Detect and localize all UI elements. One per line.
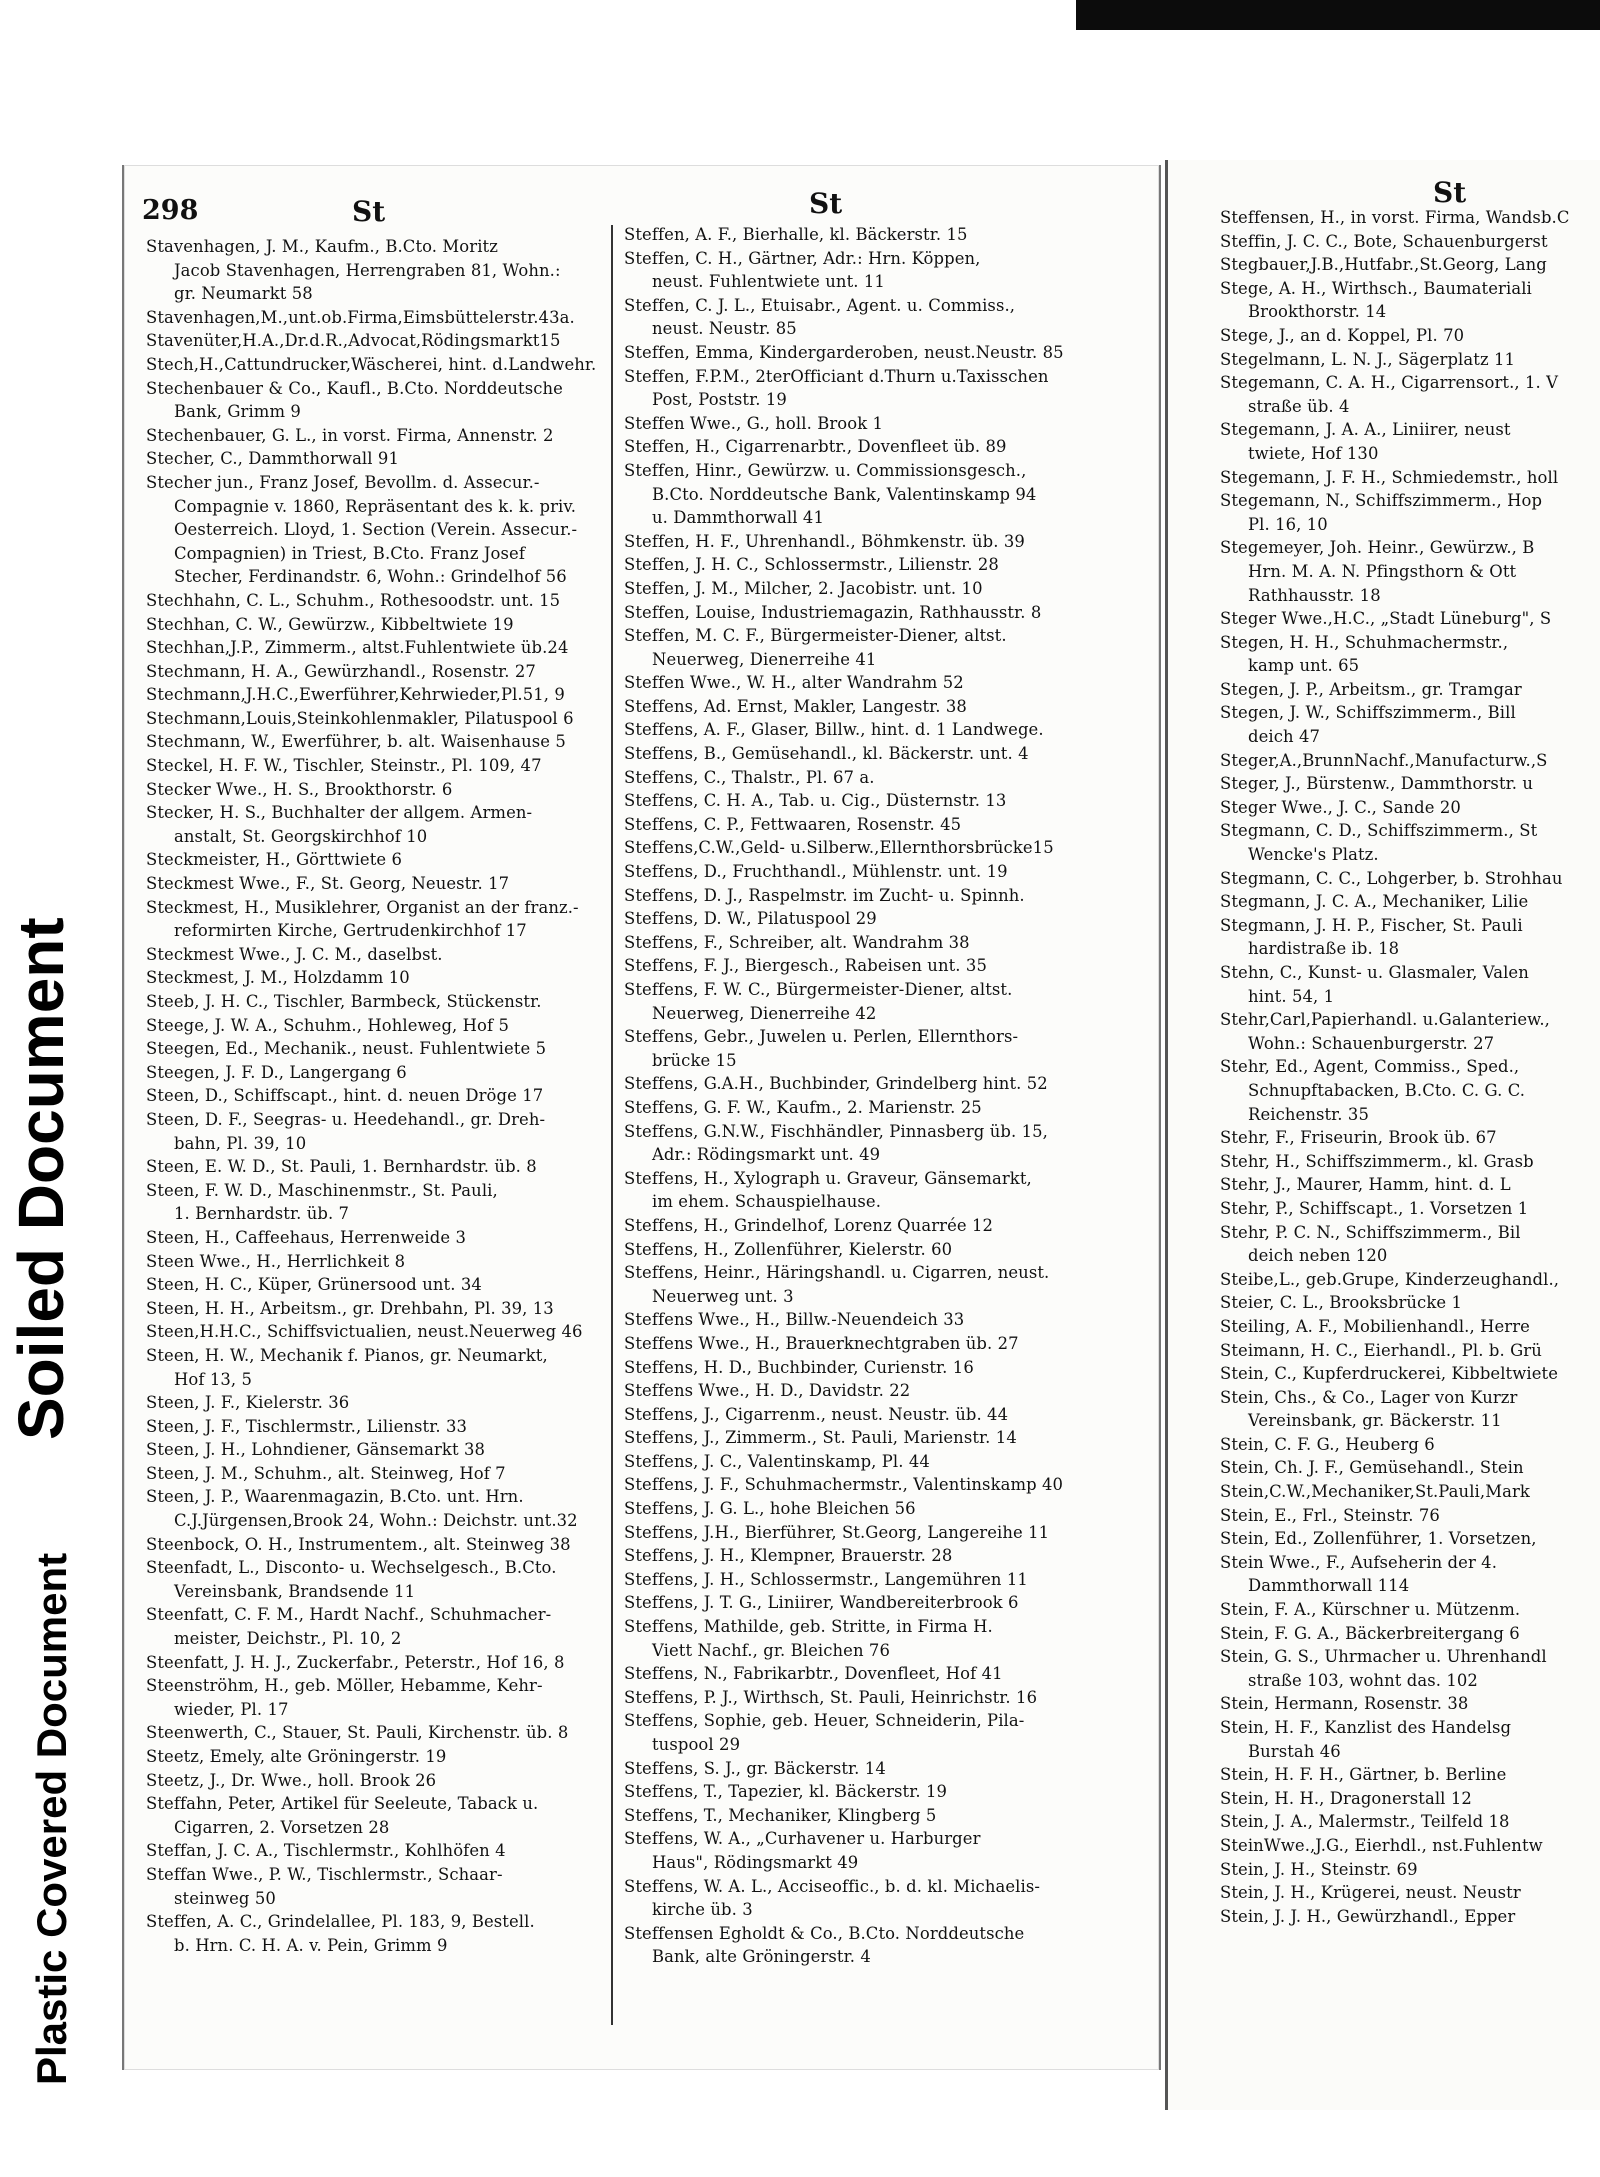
directory-entry-continuation: Oesterreich. Lloyd, 1. Section (Verein. Assecur.-: [174, 520, 578, 540]
directory-entry: Stehr, P. C. N., Schiffszimmerm., Bil: [1220, 1222, 1521, 1242]
directory-entry: Steibe,L., geb.Grupe, Kinderzeughandl.,: [1220, 1269, 1560, 1289]
directory-entry: Steffens, T., Mechaniker, Klingberg 5: [624, 1805, 937, 1825]
directory-column-3: [1220, 206, 1600, 1928]
directory-entry: Stegen, J. P., Arbeitsm., gr. Tramgar: [1220, 679, 1522, 699]
directory-entry: Stein, Hermann, Rosenstr. 38: [1220, 1694, 1469, 1714]
directory-entry-continuation: Neuerweg, Dienerreihe 42: [652, 1003, 877, 1023]
directory-entry: Steenfadt, L., Disconto- u. Wechselgesch., B.Cto.: [146, 1558, 557, 1578]
directory-entry-continuation: Brookthorstr. 14: [1248, 302, 1387, 322]
directory-entry: Steen, H. W., Mechanik f. Pianos, gr. Neumarkt,: [146, 1345, 548, 1365]
directory-entry-continuation: im ehem. Schauspielhause.: [652, 1192, 881, 1212]
directory-entry: Stegmann, J. H. P., Fischer, St. Pauli: [1220, 915, 1523, 935]
directory-entry-continuation: Compagnie v. 1860, Repräsentant des k. k. priv.: [174, 496, 577, 516]
directory-entry: Stehr, P., Schiffscapt., 1. Vorsetzen 1: [1220, 1198, 1529, 1218]
directory-entry: Steenbock, O. H., Instrumentem., alt. Steinweg 38: [146, 1534, 571, 1554]
directory-entry: Steger, J., Bürstenw., Dammthorstr. u: [1220, 774, 1534, 794]
running-head-col2: St: [809, 187, 843, 220]
directory-entry: Steen, H., Caffeehaus, Herrenweide 3: [146, 1227, 466, 1247]
directory-entry: Stechmann, W., Ewerführer, b. alt. Waisenhause 5: [146, 732, 566, 752]
directory-entry: Steffens, F., Schreiber, alt. Wandrahm 38: [624, 932, 970, 952]
directory-entry: Steffen, M. C. F., Bürgermeister-Diener, altst.: [624, 626, 1007, 646]
directory-entry: Steimann, H. C., Eierhandl., Pl. b. Grü: [1220, 1340, 1542, 1360]
directory-entry-continuation: straße 103, wohnt das. 102: [1248, 1670, 1478, 1690]
directory-entry: Stecker, H. S., Buchhalter der allgem. Armen-: [146, 803, 533, 823]
directory-entry: Steffens, B., Gemüsehandl., kl. Bäckerstr. unt. 4: [624, 744, 1029, 764]
directory-entry: Steffens, J.H., Bierführer, St.Georg, Langereihe 11: [624, 1522, 1050, 1542]
directory-column-1: [146, 235, 601, 1957]
directory-entry-continuation: C.J.Jürgensen,Brook 24, Wohn.: Deichstr. unt.32: [174, 1511, 578, 1531]
directory-entry: Steffens, H., Zollenführer, Kielerstr. 60: [624, 1239, 953, 1259]
directory-entry: Stein, Ed., Zollenführer, 1. Vorsetzen,: [1220, 1529, 1537, 1549]
directory-entry: Steier, C. L., Brooksbrücke 1: [1220, 1293, 1462, 1313]
directory-entry: Steffens, Sophie, geb. Heuer, Schneiderin, Pila-: [624, 1711, 1025, 1731]
directory-entry: Steffens,C.W.,Geld- u.Silberw.,Ellernthorsbrücke15: [624, 838, 1054, 858]
directory-entry: Steffens, F. J., Biergesch., Rabeisen unt. 35: [624, 956, 987, 976]
directory-entry-continuation: meister, Deichstr., Pl. 10, 2: [174, 1629, 402, 1649]
directory-entry: Steegen, J. F. D., Langergang 6: [146, 1062, 407, 1082]
directory-entry: Steffens, D. W., Pilatuspool 29: [624, 909, 877, 929]
directory-entry-continuation: Bank, Grimm 9: [174, 402, 301, 422]
directory-entry: Steenwerth, C., Stauer, St. Pauli, Kirchenstr. üb. 8: [146, 1723, 569, 1743]
directory-entry: Stegen, H. H., Schuhmachermstr.,: [1220, 632, 1509, 652]
directory-entry: Steenfatt, C. F. M., Hardt Nachf., Schuhmacher-: [146, 1605, 552, 1625]
directory-entry-continuation: Pl. 16, 10: [1248, 514, 1328, 534]
directory-entry: Steffens, F. W. C., Bürgermeister-Diener, altst.: [624, 980, 1013, 999]
directory-entry: Steetz, Emely, alte Gröningerstr. 19: [146, 1747, 447, 1766]
directory-entry: Stechhahn, C. L., Schuhm., Rothesoodstr. unt. 15: [146, 590, 561, 610]
directory-entry: Stehr, H., Schiffszimmerm., kl. Grasb: [1220, 1151, 1534, 1171]
directory-entry: Stein,C.W.,Mechaniker,St.Pauli,Mark: [1220, 1482, 1530, 1502]
directory-entry: Steger Wwe.,H.C., „Stadt Lüneburg", S: [1220, 609, 1552, 629]
directory-entry: Stecker Wwe., H. S., Brookthorstr. 6: [146, 779, 453, 799]
directory-entry: Stehr, F., Friseurin, Brook üb. 67: [1220, 1128, 1497, 1148]
directory-entry: Steen, H. H., Arbeitsm., gr. Drehbahn, Pl. 39, 13: [146, 1298, 554, 1318]
directory-entry: Steffen, A. C., Grindelallee, Pl. 183, 9, Bestell.: [146, 1912, 535, 1932]
directory-entry-continuation: brücke 15: [652, 1050, 737, 1070]
directory-entry: Stein, J. H., Steinstr. 69: [1220, 1859, 1418, 1879]
directory-entry: Stein, C., Kupferdruckerei, Kibbeltwiete: [1220, 1364, 1559, 1384]
directory-entry: Steffen Wwe., W. H., alter Wandrahm 52: [624, 673, 964, 693]
directory-entry: Steenströhm, H., geb. Möller, Hebamme, Kehr-: [146, 1676, 543, 1696]
directory-entry-continuation: Bank, alte Gröningerstr. 4: [652, 1947, 871, 1967]
directory-entry: Steffen, J. M., Milcher, 2. Jacobistr. unt. 10: [624, 578, 983, 598]
directory-entry: Steckmest, J. M., Holzdamm 10: [146, 968, 410, 988]
directory-entry: Steffens, Heinr., Häringshandl. u. Cigarren, neust.: [624, 1263, 1050, 1283]
directory-entry: Steffens, C., Thalstr., Pl. 67 a.: [624, 767, 875, 787]
directory-entry: Steffens, W. A. L., Acciseoffic., b. d. kl. Michaelis-: [624, 1876, 1040, 1896]
directory-entry-continuation: Viett Nachf., gr. Bleichen 76: [652, 1640, 890, 1660]
directory-entry: Stechmann, H. A., Gewürzhandl., Rosenstr. 27: [146, 661, 536, 681]
directory-entry: Steege, J. W. A., Schuhm., Hohleweg, Hof 5: [146, 1015, 510, 1035]
directory-entry: Stehr, J., Maurer, Hamm, hint. d. L: [1220, 1175, 1511, 1195]
directory-entry-continuation: Hof 13, 5: [174, 1369, 253, 1389]
directory-entry: Steffensen Egholdt & Co., B.Cto. Norddeutsche: [624, 1923, 1025, 1943]
directory-entry: Stein, F. A., Kürschner u. Mützenm.: [1220, 1600, 1521, 1620]
running-head-col3: St: [1433, 176, 1467, 209]
directory-entry: Steffens, J. H., Schlossermstr., Langemühren 11: [624, 1569, 1028, 1589]
scan-edge-black-bar: [1076, 0, 1600, 30]
directory-entry: Steffens Wwe., H., Brauerknechtgraben üb. 27: [624, 1333, 1019, 1353]
directory-page-left: [122, 165, 1161, 2070]
directory-entry: Stein, Chs., & Co., Lager von Kurzr: [1220, 1387, 1518, 1407]
directory-entry-continuation: Wohn.: Schauenburgerstr. 27: [1248, 1033, 1495, 1053]
plastic-covered-label: Plastic Covered Document: [28, 1552, 75, 2085]
directory-entry-continuation: B.Cto. Norddeutsche Bank, Valentinskamp 94: [652, 484, 1037, 504]
directory-entry-continuation: tuspool 29: [652, 1735, 741, 1754]
directory-entry-continuation: Compagnien) in Triest, B.Cto. Franz Josef: [174, 543, 525, 563]
directory-entry-continuation: Adr.: Rödingsmarkt unt. 49: [652, 1145, 881, 1165]
directory-entry-continuation: Stecher, Ferdinandstr. 6, Wohn.: Grindelhof 56: [174, 567, 567, 587]
directory-entry-continuation: Neuerweg unt. 3: [652, 1286, 794, 1306]
directory-entry-continuation: Dammthorwall 114: [1248, 1576, 1410, 1596]
directory-entry-continuation: Post, Poststr. 19: [652, 390, 787, 410]
directory-entry: Steffens, A. F., Glaser, Billw., hint. d. 1 Landwege.: [624, 720, 1044, 740]
directory-entry: Stechhan, C. W., Gewürzw., Kibbeltwiete 19: [146, 614, 514, 634]
directory-entry: Steffen, F.P.M., 2terOfficiant d.Thurn u.Taxisschen: [624, 366, 1049, 386]
directory-entry: Stege, J., an d. Koppel, Pl. 70: [1220, 325, 1465, 345]
directory-entry: Steiling, A. F., Mobilienhandl., Herre: [1220, 1316, 1530, 1336]
directory-entry: Steffens, G. F. W., Kaufm., 2. Marienstr. 25: [624, 1097, 982, 1117]
directory-column-2: [624, 223, 1129, 1969]
directory-entry: Steffens, J. C., Valentinskamp, Pl. 44: [624, 1451, 930, 1471]
directory-entry: Stein, H. F., Kanzlist des Handelsg: [1220, 1718, 1512, 1737]
directory-entry: Stein, F. G. A., Bäckerbreitergang 6: [1220, 1623, 1520, 1643]
directory-entry: Steeb, J. H. C., Tischler, Barmbeck, Stückenstr.: [146, 992, 542, 1011]
directory-entry: Steffan Wwe., P. W., Tischlermstr., Schaar-: [146, 1864, 503, 1884]
directory-entry: Steffens, J. H., Klempner, Brauerstr. 28: [624, 1546, 953, 1566]
directory-entry-continuation: Hrn. M. A. N. Pfingsthorn & Ott: [1248, 561, 1517, 581]
directory-entry: Steen, J. F., Kielerstr. 36: [146, 1393, 350, 1413]
directory-entry: Steffen Wwe., G., holl. Brook 1: [624, 413, 884, 433]
directory-entry: Stegemann, N., Schiffszimmerm., Hop: [1220, 491, 1543, 511]
directory-entry: Steffens, C. H. A., Tab. u. Cig., Düsternstr. 13: [624, 791, 1007, 811]
directory-entry-continuation: steinweg 50: [174, 1888, 276, 1908]
directory-entry: Steffens, J., Cigarrenm., neust. Neustr. üb. 44: [624, 1404, 1009, 1424]
directory-entry: Steffens, Ad. Ernst, Makler, Langestr. 38: [624, 696, 967, 716]
directory-entry-continuation: Vereinsbank, gr. Bäckerstr. 11: [1248, 1411, 1502, 1431]
directory-entry: Steckmest Wwe., J. C. M., daselbst.: [146, 944, 443, 964]
directory-entry: Steffens, H., Xylograph u. Graveur, Gänsemarkt,: [624, 1168, 1032, 1188]
directory-entry: Stegmann, C. D., Schiffszimmerm., St: [1220, 821, 1538, 841]
directory-entry: Stein, C. F. G., Heuberg 6: [1220, 1434, 1435, 1454]
directory-entry: Steffen, C. J. L., Etuisabr., Agent. u. Commiss.,: [624, 295, 1016, 315]
directory-entry: Steffen, H. F., Uhrenhandl., Böhmkenstr. üb. 39: [624, 531, 1025, 551]
directory-entry: Stechenbauer & Co., Kaufl., B.Cto. Norddeutsche: [146, 378, 563, 398]
directory-entry: Steffens, D., Fruchthandl., Mühlenstr. unt. 19: [624, 862, 1008, 882]
directory-entry-continuation: neust. Neustr. 85: [652, 319, 797, 339]
directory-entry: Steffens, W. A., „Curhavener u. Harburger: [624, 1829, 981, 1849]
directory-entry: Stech,H.,Cattundrucker,Wäscherei, hint. d.Landwehr.: [146, 354, 597, 374]
soiled-document-label: Soiled Document: [5, 917, 77, 1440]
directory-entry: Steffens, H. D., Buchbinder, Curienstr. 16: [624, 1357, 974, 1377]
directory-entry-continuation: Reichenstr. 35: [1248, 1104, 1369, 1124]
directory-entry-continuation: Jacob Stavenhagen, Herrengraben 81, Wohn.:: [174, 260, 561, 280]
directory-entry: Stein, H. F. H., Gärtner, b. Berline: [1220, 1765, 1507, 1785]
directory-entry: SteinWwe.,J.G., Eierhdl., nst.Fuhlentw: [1220, 1835, 1543, 1855]
directory-entry: Steckmeister, H., Görttwiete 6: [146, 850, 403, 870]
directory-entry-continuation: hardistraße ib. 18: [1248, 939, 1400, 959]
directory-entry-continuation: straße üb. 4: [1248, 396, 1350, 416]
directory-entry: Steffens, T., Tapezier, kl. Bäckerstr. 19: [624, 1782, 948, 1802]
directory-entry-continuation: gr. Neumarkt 58: [174, 284, 313, 304]
directory-entry: Stegelmann, L. N. J., Sägerplatz 11: [1220, 349, 1516, 369]
directory-entry: Steffen, Emma, Kindergarderoben, neust.Neustr. 85: [624, 342, 1064, 362]
directory-entry-continuation: bahn, Pl. 39, 10: [174, 1133, 307, 1153]
directory-entry: Steffen, Hinr., Gewürzw. u. Commissionsgesch.,: [624, 460, 1027, 480]
directory-entry-continuation: Schnupftabacken, B.Cto. C. G. C.: [1248, 1080, 1526, 1100]
directory-entry-continuation: neust. Fuhlentwiete unt. 11: [652, 272, 885, 292]
directory-entry: Stein Wwe., F., Aufseherin der 4.: [1220, 1552, 1498, 1572]
directory-entry: Steegen, Ed., Mechanik., neust. Fuhlentwiete 5: [146, 1039, 547, 1059]
directory-entry: Steen Wwe., H., Herrlichkeit 8: [146, 1251, 406, 1271]
directory-entry: Stavenhagen, J. M., Kaufm., B.Cto. Moritz: [146, 237, 498, 256]
directory-entry-continuation: b. Hrn. C. H. A. v. Pein, Grimm 9: [174, 1935, 448, 1955]
directory-entry: Steen, F. W. D., Maschinenmstr., St. Pauli,: [146, 1180, 498, 1200]
directory-entry-continuation: hint. 54, 1: [1248, 986, 1335, 1006]
directory-page-right: [1165, 160, 1600, 2110]
directory-entry: Steffens, C. P., Fettwaaren, Rosenstr. 45: [624, 814, 962, 834]
directory-entry: Steen, D., Schiffscapt., hint. d. neuen Dröge 17: [146, 1086, 544, 1106]
directory-entry: Stein, J. H., Krügerei, neust. Neustr: [1220, 1883, 1521, 1903]
directory-entry: Steffens Wwe., H. D., Davidstr. 22: [624, 1381, 911, 1401]
directory-entry-continuation: u. Dammthorwall 41: [652, 508, 824, 528]
directory-entry: Steffens, P. J., Wirthsch, St. Pauli, Heinrichstr. 16: [624, 1687, 1038, 1707]
directory-entry-continuation: Vereinsbank, Brandsende 11: [174, 1581, 416, 1601]
directory-entry: Stegemann, C. A. H., Cigarrensort., 1. V: [1220, 373, 1559, 393]
directory-entry: Stegemann, J. A. A., Liniirer, neust: [1220, 420, 1511, 440]
directory-entry: Steffens Wwe., H., Billw.-Neuendeich 33: [624, 1310, 965, 1330]
directory-entry: Stecher, C., Dammthorwall 91: [146, 449, 399, 469]
directory-entry: Steffen, J. H. C., Schlossermstr., Lilienstr. 28: [624, 555, 999, 575]
directory-entry-continuation: Cigarren, 2. Vorsetzen 28: [174, 1817, 390, 1837]
directory-entry: Stein, E., Frl., Steinstr. 76: [1220, 1505, 1440, 1525]
directory-entry: Steger Wwe., J. C., Sande 20: [1220, 797, 1461, 817]
directory-entry: Steffen, Louise, Industriemagazin, Rathhausstr. 8: [624, 602, 1042, 622]
directory-entry: Stehn, C., Kunst- u. Glasmaler, Valen: [1220, 963, 1529, 982]
directory-entry: Steen, H. C., Küper, Grünersood unt. 34: [146, 1275, 482, 1295]
directory-entry: Steffan, J. C. A., Tischlermstr., Kohlhöfen 4: [146, 1841, 506, 1861]
directory-entry: Stegbauer,J.B.,Hutfabr.,St.Georg, Lang: [1220, 255, 1547, 275]
directory-entry: Steffens, D. J., Raspelmstr. im Zucht- u. Spinnh.: [624, 885, 1025, 905]
directory-entry: Steffens, G.A.H., Buchbinder, Grindelberg hint. 52: [624, 1074, 1048, 1094]
directory-entry: Stein, H. H., Dragonerstall 12: [1220, 1788, 1472, 1808]
directory-entry: Stein, J. J. H., Gewürzhandl., Epper: [1220, 1906, 1516, 1926]
directory-entry: Steckel, H. F. W., Tischler, Steinstr., Pl. 109, 47: [146, 756, 542, 776]
directory-entry: Steenfatt, J. H. J., Zuckerfabr., Peterstr., Hof 16, 8: [146, 1652, 565, 1672]
directory-entry: Stechmann,J.H.C.,Ewerführer,Kehrwieder,Pl.51, 9: [146, 685, 565, 705]
directory-entry: Steffin, J. C. C., Bote, Schauenburgerst: [1220, 231, 1548, 251]
directory-entry: Steffen, H., Cigarrenarbtr., Dovenfleet üb. 89: [624, 437, 1007, 457]
directory-entry-continuation: 1. Bernhardstr. üb. 7: [174, 1204, 350, 1224]
directory-entry: Stein, J. A., Malermstr., Teilfeld 18: [1220, 1812, 1510, 1832]
column-divider: [611, 225, 613, 2025]
directory-entry: Steffens, J. T. G., Liniirer, Wandbereiterbrook 6: [624, 1593, 1019, 1613]
directory-entry: Steckmest, H., Musiklehrer, Organist an der franz.-: [146, 897, 579, 917]
directory-entry: Steger,A.,BrunnNachf.,Manufacturw.,S: [1220, 750, 1548, 770]
directory-entry-continuation: Burstah 46: [1248, 1741, 1341, 1761]
directory-entry: Steen, D. F., Seegras- u. Heedehandl., gr. Dreh-: [146, 1109, 546, 1129]
directory-entry: Steen, J. H., Lohndiener, Gänsemarkt 38: [146, 1440, 486, 1460]
directory-entry: Stavenhagen,M.,unt.ob.Firma,Eimsbüttelerstr.43a.: [146, 307, 575, 327]
directory-entry-continuation: kirche üb. 3: [652, 1900, 753, 1920]
directory-entry-continuation: Haus", Rödingsmarkt 49: [652, 1852, 859, 1872]
directory-entry: Stavenüter,H.A.,Dr.d.R.,Advocat,Rödingsmarkt15: [146, 331, 561, 351]
directory-entry: Stechenbauer, G. L., in vorst. Firma, Annenstr. 2: [146, 425, 554, 445]
directory-entry: Steffens, J. G. L., hohe Bleichen 56: [624, 1499, 916, 1519]
directory-entry: Stege, A. H., Wirthsch., Baumateriali: [1220, 278, 1532, 298]
page-number: 298: [142, 195, 199, 226]
directory-entry: Steffens, S. J., gr. Bäckerstr. 14: [624, 1758, 886, 1778]
directory-entry: Steetz, J., Dr. Wwe., holl. Brook 26: [146, 1770, 437, 1790]
directory-entry: Stechmann,Louis,Steinkohlenmakler, Pilatuspool 6: [146, 708, 574, 728]
directory-entry-continuation: deich neben 120: [1248, 1246, 1388, 1266]
directory-entry-continuation: Neuerweg, Dienerreihe 41: [652, 649, 877, 669]
directory-entry: Steffen, A. F., Bierhalle, kl. Bäckerstr. 15: [624, 225, 968, 244]
directory-entry: Steffensen, H., in vorst. Firma, Wandsb.C: [1220, 208, 1570, 227]
directory-entry-continuation: twiete, Hof 130: [1248, 443, 1379, 463]
directory-entry: Steen, E. W. D., St. Pauli, 1. Bernhardstr. üb. 8: [146, 1157, 537, 1177]
directory-entry: Stegen, J. W., Schiffszimmerm., Bill: [1220, 703, 1516, 723]
directory-entry: Stegmann, J. C. A., Mechaniker, Lilie: [1220, 892, 1529, 912]
directory-entry-continuation: Wencke's Platz.: [1248, 845, 1379, 865]
directory-entry: Stegmann, C. C., Lohgerber, b. Strohhau: [1220, 868, 1563, 888]
directory-entry: Stein, Ch. J. F., Gemüsehandl., Stein: [1220, 1458, 1524, 1478]
directory-entry: Steffens, J., Zimmerm., St. Pauli, Marienstr. 14: [624, 1428, 1017, 1448]
directory-entry: Stehr, Ed., Agent, Commiss., Sped.,: [1220, 1057, 1520, 1077]
directory-entry-continuation: anstalt, St. Georgskirchhof 10: [174, 826, 428, 846]
directory-entry: Steffen, C. H., Gärtner, Adr.: Hrn. Köppen,: [624, 248, 981, 268]
directory-entry: Stein, G. S., Uhrmacher u. Uhrenhandl: [1220, 1647, 1547, 1667]
directory-entry: Steen, J. F., Tischlermstr., Lilienstr. 33: [146, 1416, 468, 1436]
directory-entry: Stecher jun., Franz Josef, Bevollm. d. Assecur.-: [146, 472, 540, 492]
directory-entry: Steckmest Wwe., F., St. Georg, Neuestr. 17: [146, 874, 510, 894]
directory-entry-continuation: deich 47: [1248, 727, 1321, 747]
directory-entry-continuation: reformirten Kirche, Gertrudenkirchhof 17: [174, 921, 527, 941]
directory-entry: Steen,H.H.C., Schiffsvictualien, neust.Neuerweg 46: [146, 1322, 583, 1342]
directory-entry: Steffens, N., Fabrikarbtr., Dovenfleet, Hof 41: [624, 1664, 1003, 1684]
directory-entry: Steffens, G.N.W., Fischhändler, Pinnasberg üb. 15,: [624, 1121, 1048, 1141]
directory-entry: Steen, J. P., Waarenmagazin, B.Cto. unt. Hrn.: [146, 1487, 524, 1507]
directory-entry: Stehr,Carl,Papierhandl. u.Galanteriew.,: [1220, 1010, 1550, 1030]
directory-entry-continuation: kamp unt. 65: [1248, 656, 1360, 676]
directory-entry-continuation: Rathhausstr. 18: [1248, 585, 1381, 605]
directory-entry: Steffens, Gebr., Juwelen u. Perlen, Ellernthors-: [624, 1027, 1019, 1047]
running-head-col1: St: [352, 195, 386, 228]
directory-entry: Steen, J. M., Schuhm., alt. Steinweg, Hof 7: [146, 1463, 506, 1483]
directory-entry: Steffens, J. F., Schuhmachermstr., Valentinskamp 40: [624, 1475, 1064, 1495]
directory-entry: Stegemeyer, Joh. Heinr., Gewürzw., B: [1220, 538, 1535, 558]
directory-entry-continuation: wieder, Pl. 17: [174, 1699, 289, 1719]
directory-entry: Steffens, H., Grindelhof, Lorenz Quarrée 12: [624, 1215, 994, 1235]
directory-entry: Stechhan,J.P., Zimmerm., altst.Fuhlentwiete üb.24: [146, 638, 569, 658]
directory-entry: Steffens, Mathilde, geb. Stritte, in Firma H.: [624, 1617, 993, 1637]
directory-entry: Steffahn, Peter, Artikel für Seeleute, Taback u.: [146, 1794, 539, 1814]
directory-entry: Stegemann, J. F. H., Schmiedemstr., holl: [1220, 467, 1559, 487]
